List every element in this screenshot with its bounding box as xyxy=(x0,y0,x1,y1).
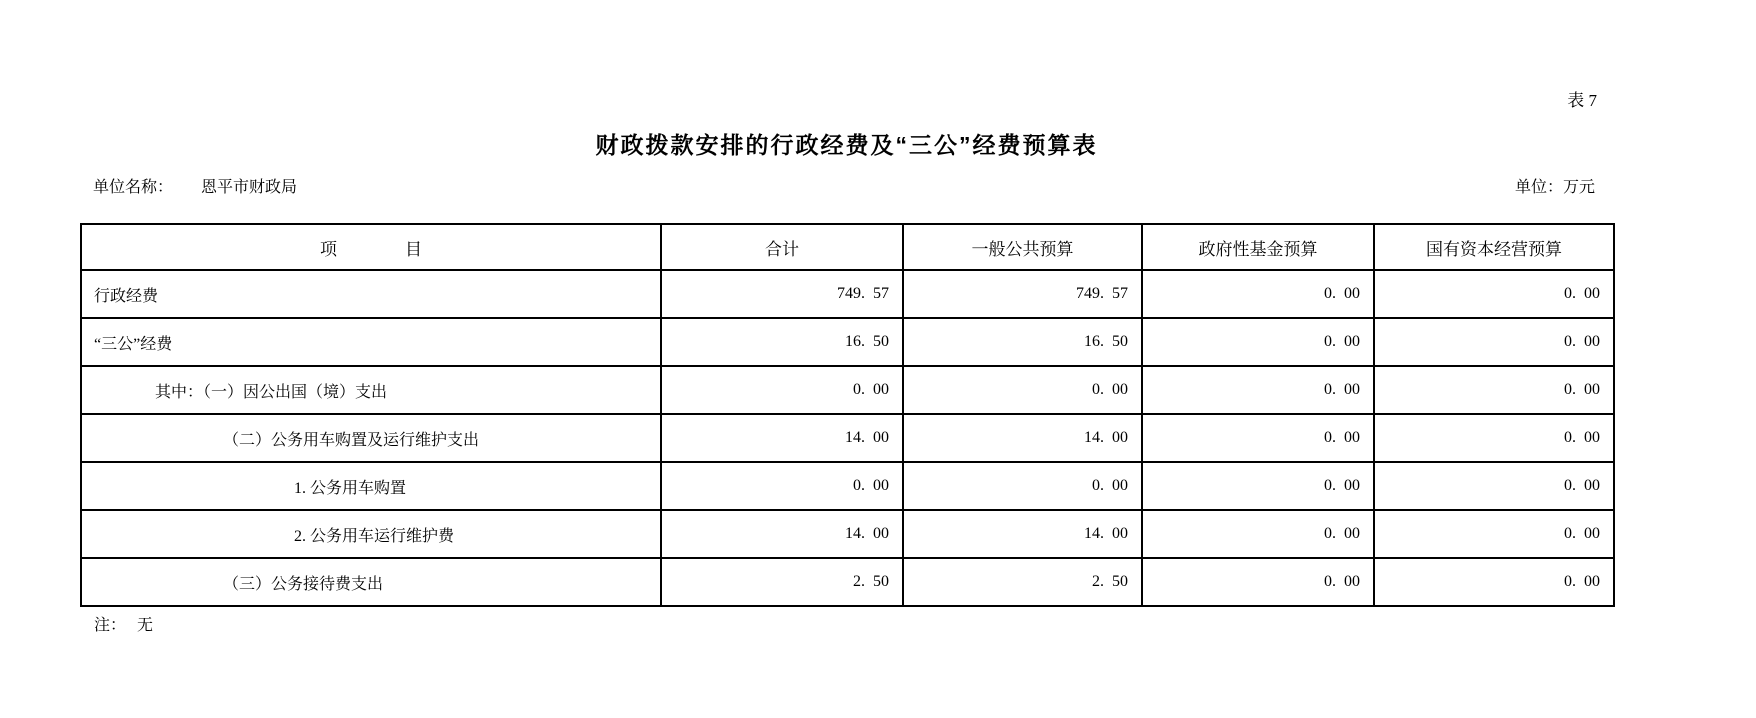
unit-name-label: 单位名称： xyxy=(93,179,174,196)
footnote-value: 无 xyxy=(137,617,154,634)
row-value-total: 0. 00 xyxy=(661,366,903,414)
table-row xyxy=(81,318,1614,366)
row-value-general: 14. 00 xyxy=(903,414,1142,462)
row-value-state-capital: 0. 00 xyxy=(1374,510,1614,558)
row-value-total: 2. 50 xyxy=(661,558,903,606)
row-value-total: 749. 57 xyxy=(661,270,903,318)
row-value-total: 16. 50 xyxy=(661,318,903,366)
row-value-state-capital: 0. 00 xyxy=(1374,366,1614,414)
row-value-state-capital: 0. 00 xyxy=(1374,462,1614,510)
row-item-label: “三公”经费 xyxy=(81,318,661,366)
table-header-row xyxy=(81,224,1614,270)
row-value-total: 0. 00 xyxy=(661,462,903,510)
currency-unit-label: 单位：万元 xyxy=(1514,179,1595,196)
unit-name-value: 恩平市财政局 xyxy=(201,179,298,196)
table-row xyxy=(81,558,1614,606)
table-number-tag: 表 7 xyxy=(1567,91,1597,110)
row-value-general: 0. 00 xyxy=(903,366,1142,414)
row-value-govt-fund: 0. 00 xyxy=(1142,462,1374,510)
row-item-label: 1. 公务用车购置 xyxy=(81,462,661,510)
budget-table xyxy=(80,223,1615,607)
row-value-govt-fund: 0. 00 xyxy=(1142,318,1374,366)
table-row xyxy=(81,414,1614,462)
footnote xyxy=(94,612,153,635)
row-value-general: 14. 00 xyxy=(903,510,1142,558)
row-value-total: 14. 00 xyxy=(661,510,903,558)
row-value-govt-fund: 0. 00 xyxy=(1142,558,1374,606)
row-item-label: （二）公务用车购置及运行维护支出 xyxy=(81,414,661,462)
row-value-state-capital: 0. 00 xyxy=(1374,414,1614,462)
table-row xyxy=(81,510,1614,558)
row-value-govt-fund: 0. 00 xyxy=(1142,414,1374,462)
page-title: 财政拨款安排的行政经费及“三公”经费预算表 xyxy=(595,132,1098,158)
row-value-state-capital: 0. 00 xyxy=(1374,318,1614,366)
row-value-general: 16. 50 xyxy=(903,318,1142,366)
row-value-total: 14. 00 xyxy=(661,414,903,462)
row-value-general: 0. 00 xyxy=(903,462,1142,510)
table-row xyxy=(81,366,1614,414)
row-value-general: 749. 57 xyxy=(903,270,1142,318)
column-header-govt-fund-budget: 政府性基金预算 xyxy=(1142,224,1374,270)
row-value-state-capital: 0. 00 xyxy=(1374,270,1614,318)
row-value-govt-fund: 0. 00 xyxy=(1142,510,1374,558)
column-header-item: 项 目 xyxy=(81,224,661,270)
column-header-general-public-budget: 一般公共预算 xyxy=(903,224,1142,270)
row-value-govt-fund: 0. 00 xyxy=(1142,270,1374,318)
row-value-govt-fund: 0. 00 xyxy=(1142,366,1374,414)
row-value-state-capital: 0. 00 xyxy=(1374,558,1614,606)
table-row xyxy=(81,462,1614,510)
column-header-state-capital-budget: 国有资本经营预算 xyxy=(1374,224,1614,270)
footnote-label: 注： xyxy=(94,617,127,634)
row-value-general: 2. 50 xyxy=(903,558,1142,606)
row-item-label: 2. 公务用车运行维护费 xyxy=(81,510,661,558)
column-header-total: 合计 xyxy=(661,224,903,270)
table-row xyxy=(81,270,1614,318)
row-item-label: 其中：（一）因公出国（境）支出 xyxy=(81,366,661,414)
unit-info-row xyxy=(80,174,1613,197)
row-item-label: （三）公务接待费支出 xyxy=(81,558,661,606)
row-item-label: 行政经费 xyxy=(81,270,661,318)
